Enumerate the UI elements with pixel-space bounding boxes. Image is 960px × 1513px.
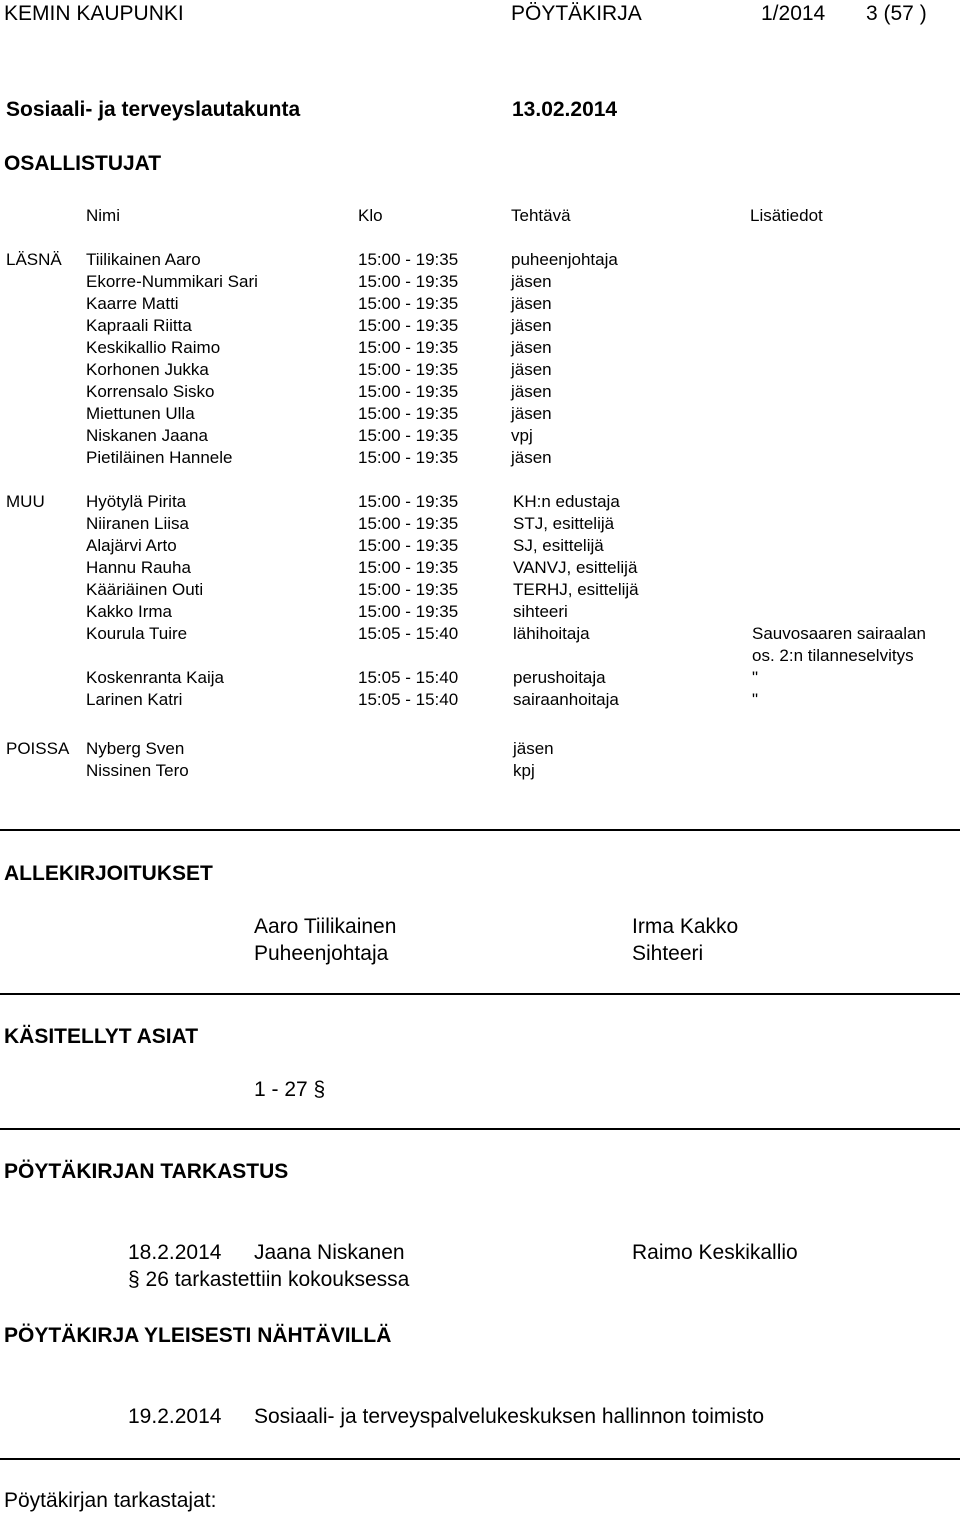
- col-notes-header: Lisätiedot: [750, 206, 823, 225]
- items-title: KÄSITELLYT ASIAT: [4, 1025, 199, 1048]
- participant-role: puheenjohtaja: [511, 250, 618, 269]
- review-note: [128, 1268, 409, 1292]
- participant-name: Nyberg Sven: [86, 739, 185, 758]
- meeting-body: Sosiaali- ja terveyslautakunta: [6, 98, 301, 121]
- chair-title: Puheenjohtaja: [254, 942, 389, 965]
- participant-name: Kääriäinen Outi: [86, 580, 204, 599]
- participant-role: STJ, esittelijä: [513, 514, 615, 533]
- items-range: [254, 1078, 325, 1102]
- participant-role: jäsen: [511, 272, 552, 291]
- participant-notes: os. 2:n tilanneselvitys: [752, 646, 914, 665]
- review-title: PÖYTÄKIRJAN TARKASTUS: [4, 1160, 289, 1183]
- participant-time: 15:00 - 19:35: [358, 514, 459, 533]
- participant-time: 15:00 - 19:35: [358, 492, 459, 511]
- document-type: PÖYTÄKIRJA: [511, 2, 642, 25]
- participant-time: 15:00 - 19:35: [358, 602, 459, 621]
- participant-name: Koskenranta Kaija: [86, 668, 224, 687]
- participant-notes: ": [752, 668, 759, 687]
- participant-role: VANVJ, esittelijä: [513, 558, 638, 577]
- participant-role: lähihoitaja: [513, 624, 590, 643]
- participant-notes: Sauvosaaren sairaalan: [752, 624, 926, 643]
- participant-time: 15:00 - 19:35: [358, 250, 459, 269]
- signatures-title: ALLEKIRJOITUKSET: [4, 862, 213, 885]
- public-place: Sosiaali- ja terveyspalvelukeskuksen hallinnon toimisto: [254, 1405, 765, 1428]
- municipality: KEMIN KAUPUNKI: [4, 2, 184, 25]
- divider: [0, 1458, 960, 1460]
- participant-time: 15:00 - 19:35: [358, 272, 459, 291]
- participant-role: kpj: [513, 761, 535, 780]
- col-time-header: Klo: [358, 206, 383, 225]
- participant-time: 15:05 - 15:40: [358, 690, 459, 709]
- participant-name: Niskanen Jaana: [86, 426, 208, 445]
- page-number: 3 (57 ): [866, 2, 927, 25]
- items-range-text: 1 - 27: [254, 1078, 308, 1101]
- review-note-text: 26 tarkastettiin kokouksessa: [145, 1268, 410, 1291]
- participant-role: sihteeri: [513, 602, 568, 621]
- participant-name: Kapraali Riitta: [86, 316, 192, 335]
- public-title: PÖYTÄKIRJA YLEISESTI NÄHTÄVILLÄ: [4, 1324, 392, 1347]
- chair-name: Aaro Tiilikainen: [254, 915, 397, 938]
- participant-name: Niiranen Liisa: [86, 514, 189, 533]
- secretary-name: Irma Kakko: [632, 915, 739, 938]
- participant-name: Alajärvi Arto: [86, 536, 177, 555]
- participant-time: 15:00 - 19:35: [358, 316, 459, 335]
- participant-time: 15:05 - 15:40: [358, 624, 459, 643]
- participant-name: Korhonen Jukka: [86, 360, 209, 379]
- meeting-date: 13.02.2014: [512, 98, 618, 121]
- participant-time: 15:00 - 19:35: [358, 426, 459, 445]
- participant-role: jäsen: [511, 294, 552, 313]
- participant-name: Nissinen Tero: [86, 761, 189, 780]
- section-sign: §: [128, 1268, 140, 1291]
- participant-time: 15:00 - 19:35: [358, 558, 459, 577]
- participant-name: Tiilikainen Aaro: [86, 250, 201, 269]
- participant-role: sairaanhoitaja: [513, 690, 619, 709]
- divider: [0, 993, 960, 995]
- participant-role: jäsen: [513, 739, 554, 758]
- col-name-header: Nimi: [86, 206, 120, 225]
- participant-time: 15:00 - 19:35: [358, 338, 459, 357]
- participant-time: 15:00 - 19:35: [358, 580, 459, 599]
- present-label: LÄSNÄ: [6, 250, 62, 269]
- participant-role: jäsen: [511, 448, 552, 467]
- participant-role: jäsen: [511, 382, 552, 401]
- participant-name: Kakko Irma: [86, 602, 172, 621]
- participant-role: jäsen: [511, 404, 552, 423]
- participant-name: Miettunen Ulla: [86, 404, 195, 423]
- participant-time: 15:00 - 19:35: [358, 536, 459, 555]
- participant-name: Kourula Tuire: [86, 624, 188, 643]
- participant-name: Hyötylä Pirita: [86, 492, 187, 511]
- footer-label: Pöytäkirjan tarkastajat:: [4, 1489, 217, 1512]
- participant-notes: ": [752, 690, 759, 709]
- divider: [0, 829, 960, 831]
- participant-name: Korrensalo Sisko: [86, 382, 215, 401]
- participant-role: jäsen: [511, 316, 552, 335]
- participant-name: Larinen Katri: [86, 690, 183, 709]
- participant-time: 15:00 - 19:35: [358, 294, 459, 313]
- document-number: 1/2014: [761, 2, 826, 25]
- review-date: 18.2.2014: [128, 1241, 222, 1264]
- other-label: MUU: [6, 492, 45, 511]
- participant-time: 15:00 - 19:35: [358, 382, 459, 401]
- public-date: 19.2.2014: [128, 1405, 222, 1428]
- participant-name: Pietiläinen Hannele: [86, 448, 233, 467]
- reviewer-1: Jaana Niskanen: [254, 1241, 405, 1264]
- participant-time: 15:00 - 19:35: [358, 448, 459, 467]
- absent-label: POISSA: [6, 739, 70, 758]
- participant-name: Keskikallio Raimo: [86, 338, 221, 357]
- participant-name: Kaarre Matti: [86, 294, 179, 313]
- participant-role: vpj: [511, 426, 533, 445]
- participant-time: 15:00 - 19:35: [358, 360, 459, 379]
- participant-role: KH:n edustaja: [513, 492, 620, 511]
- participant-role: jäsen: [511, 360, 552, 379]
- participant-role: jäsen: [511, 338, 552, 357]
- participant-role: SJ, esittelijä: [513, 536, 604, 555]
- reviewer-2: Raimo Keskikallio: [632, 1241, 798, 1264]
- divider: [0, 1128, 960, 1130]
- participants-title: OSALLISTUJAT: [4, 152, 162, 175]
- participant-role: perushoitaja: [513, 668, 606, 687]
- participant-time: 15:05 - 15:40: [358, 668, 459, 687]
- participant-time: 15:00 - 19:35: [358, 404, 459, 423]
- col-role-header: Tehtävä: [511, 206, 571, 225]
- section-sign: §: [313, 1078, 326, 1101]
- participant-name: Ekorre-Nummikari Sari: [86, 272, 258, 291]
- secretary-title: Sihteeri: [632, 942, 704, 965]
- participant-role: TERHJ, esittelijä: [513, 580, 639, 599]
- participant-name: Hannu Rauha: [86, 558, 191, 577]
